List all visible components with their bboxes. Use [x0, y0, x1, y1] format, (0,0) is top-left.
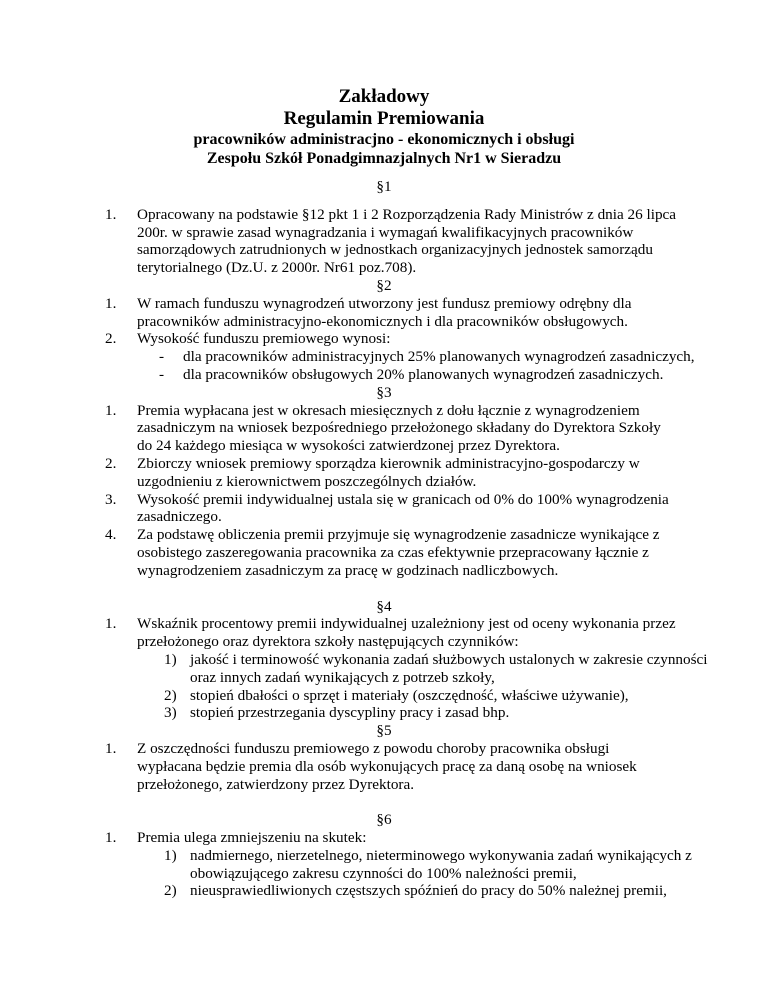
list-item: [0, 740, 768, 793]
list-item-number: 2.: [105, 330, 117, 348]
sub-item-text: nadmiernego, nierzetelnego, nieterminowego wykonywania zadań wynikających z obowiązującego zakresu czynności do 100% należności premii,: [190, 846, 692, 882]
sub-item-text: jakość i terminowość wykonania zadań służbowych ustalonych w zakresie czynności oraz innych zadań wynikających z potrzeb szkoły,: [190, 650, 708, 686]
list-item-text: W ramach funduszu wynagrodzeń utworzony jest fundusz premiowy odrębny dla pracowników administracyjno-ekonomicznych i dla pracowników obsługowych.: [137, 294, 632, 330]
section-heading-5: §5: [376, 722, 392, 740]
section-heading-4: §4: [376, 597, 392, 615]
list-item-number: 1.: [105, 615, 117, 633]
sub-item-text: stopień dbałości o sprzęt i materiały (oszczędność, właściwe używanie),: [190, 686, 629, 704]
list-item-text: Wysokość funduszu premiowego wynosi:: [137, 330, 391, 348]
sub-item-number: 2): [164, 882, 177, 900]
document-subtitle-line-1: pracowników administracjno - ekonomicznych i obsługi: [193, 131, 575, 148]
list-item-number: 1.: [105, 205, 117, 223]
sub-item-number: 2): [164, 686, 177, 704]
sub-item: [0, 704, 768, 722]
list-item-text: Wysokość premii indywidualnej ustala się w granicach od 0% do 100% wynagrodzenia zasadniczego.: [137, 490, 669, 526]
sub-item-number: 1): [164, 650, 177, 668]
list-item-text: Zbiorczy wniosek premiowy sporządza kierownik administracyjno-gospodarczy w uzgodnieniu z kierownictwem poszczególnych działów.: [137, 454, 640, 490]
list-item-text: Wskaźnik procentowy premii indywidualnej uzależniony jest od oceny wykonania przez przełożonego oraz dyrektora szkoły następujących czynników:: [137, 615, 676, 651]
sub-item: [0, 651, 768, 687]
sub-item: [0, 687, 768, 705]
list-item-number: 1.: [105, 739, 117, 757]
list-item: [0, 206, 768, 277]
list-item-text: Z oszczędności funduszu premiowego z powodu choroby pracownika obsługi wypłacana będzie premia dla osób wykonujących pracę za daną osobę na wniosek przełożonego, zatwierdzony przez Dyrektora.: [137, 739, 637, 793]
dash-item-text: dla pracowników obsługowych 20% planowanych wynagrodzeń zasadniczych.: [183, 365, 664, 383]
dash-item-text: dla pracowników administracyjnych 25% planowanych wynagrodzeń zasadniczych,: [183, 348, 695, 366]
list-item: [0, 295, 768, 331]
sub-item-text: stopień przestrzegania dyscypliny pracy i zasad bhp.: [190, 704, 510, 722]
sub-item: [0, 847, 768, 883]
list-item-text: Premia ulega zmniejszeniu na skutek:: [137, 829, 367, 847]
list-item: [0, 615, 768, 651]
section-heading-3: §3: [376, 383, 392, 401]
list-item-text: Opracowany na podstawie §12 pkt 1 i 2 Rozporządzenia Rady Ministrów z dnia 26 lipca 200r. w sprawie zasad wynagradzania i wymagań kwalifikacyjnych pracowników samorządowych zatrudnionych w jednostkach organizacyjnych jednostek samorządu terytorialnego (Dz.U. z 2000r. Nr61 poz.708).: [137, 205, 677, 277]
dash-item: [0, 366, 768, 384]
sub-item-number: 1): [164, 846, 177, 864]
list-item: [0, 491, 768, 527]
dash-marker: -: [159, 365, 165, 383]
sub-item-text: nieusprawiedliwionych częstszych spóźnień do pracy do 50% należnej premii,: [190, 882, 667, 900]
list-item: [0, 330, 768, 348]
sub-item: [0, 882, 768, 900]
list-item-number: 4.: [105, 526, 117, 544]
sub-item-number: 3): [164, 704, 177, 722]
list-item: [0, 455, 768, 491]
list-item: [0, 829, 768, 847]
list-item-number: 2.: [105, 454, 117, 472]
list-item: [0, 526, 768, 579]
dash-marker: -: [159, 348, 165, 366]
list-item-text: Premia wypłacana jest w okresach miesięcznych z dołu łącznie z wynagrodzeniem zasadniczym na wniosek bezpośredniego przełożonego składany do Dyrektora Szkoły do 24 każdego miesiąca w wysokości zatwierdzonej przez Dyrektora.: [137, 401, 661, 455]
list-item-text: Za podstawę obliczenia premii przyjmuje się wynagrodzenie zasadnicze wynikające z osobistego zaszeregowania pracownika za czas efektywnie przepracowany łącznie z wynagrodzeniem zasadniczym za pracę w godzinach nadliczbowych.: [137, 526, 660, 579]
document-title-line-2: Regulamin Premiowania: [283, 108, 485, 129]
list-item-number: 1.: [105, 294, 117, 312]
dash-item: [0, 348, 768, 366]
spacer: [0, 793, 768, 811]
section-heading-2: §2: [376, 276, 392, 294]
document-title-line-1: Zakładowy: [338, 86, 430, 107]
spacer: [0, 580, 768, 598]
section-heading-1: §1: [376, 178, 392, 195]
list-item-number: 3.: [105, 490, 117, 508]
section-heading-6: §6: [376, 811, 392, 829]
list-item-number: 1.: [105, 829, 117, 847]
document-subtitle-line-2: Zespołu Szkół Ponadgimnazjalnych Nr1 w Sieradzu: [206, 150, 562, 167]
list-item: [0, 402, 768, 455]
list-item-number: 1.: [105, 401, 117, 419]
